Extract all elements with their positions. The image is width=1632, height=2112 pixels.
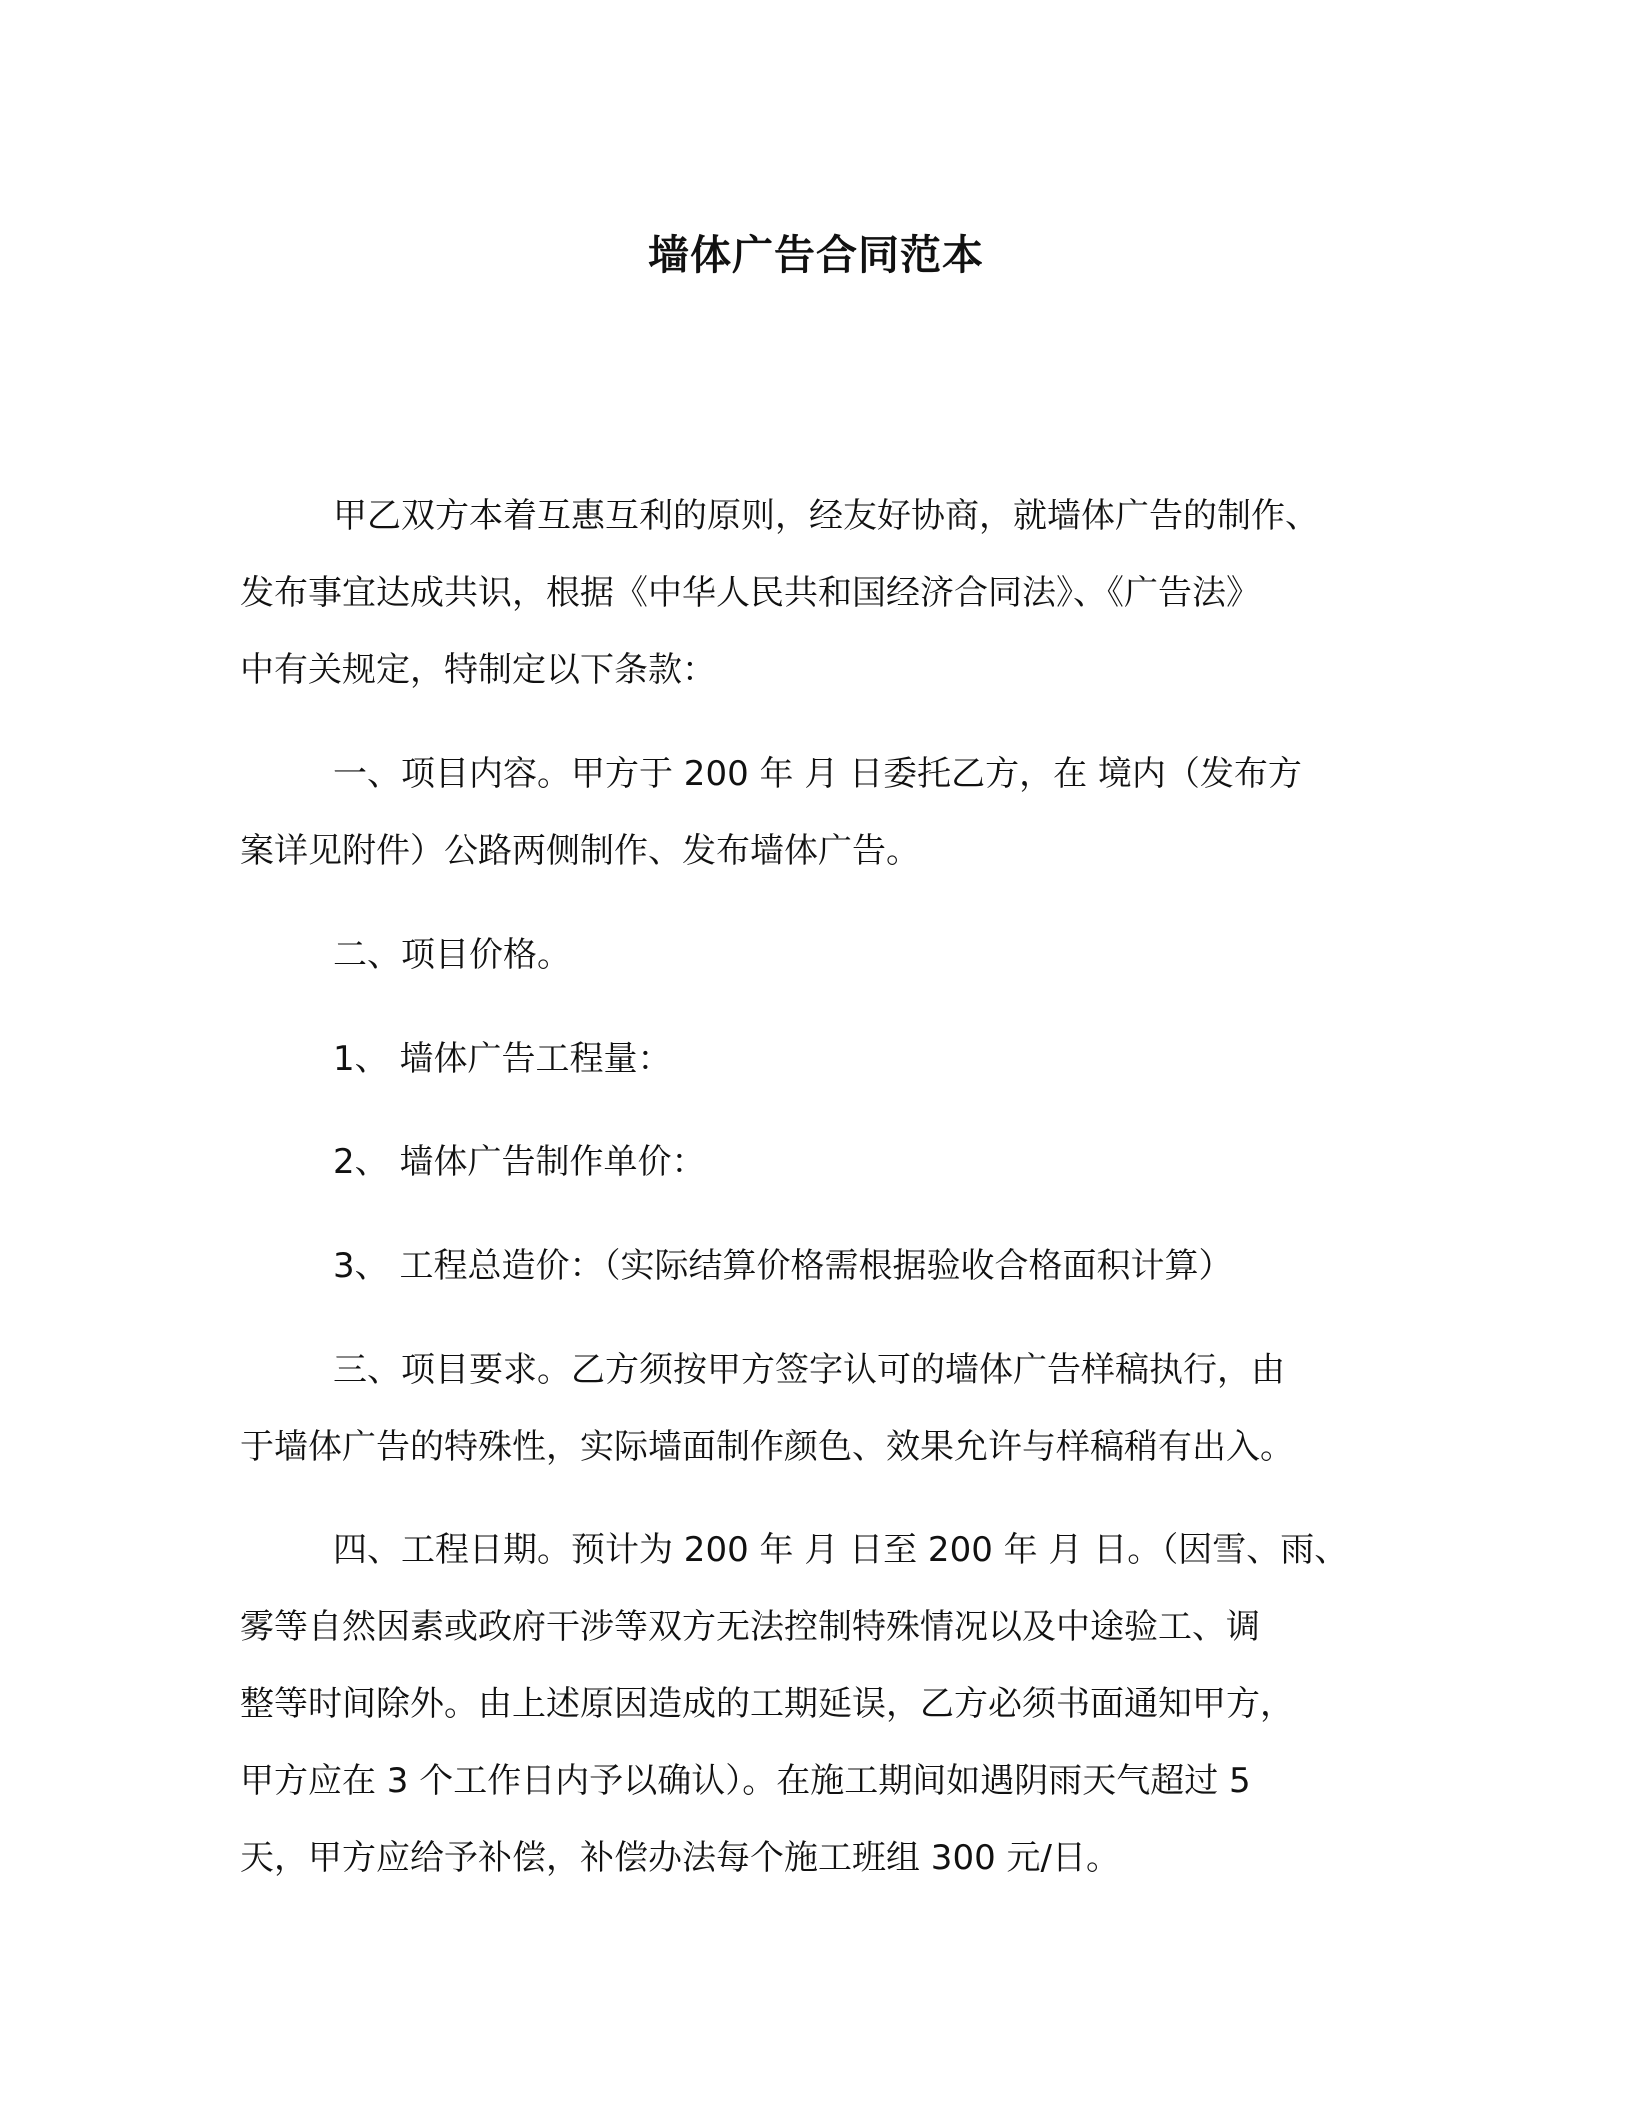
section3-line-1: 三、项目要求。乙方须按甲方签字认可的墙体广告样稿执行，由 <box>333 1350 1285 1390</box>
preamble-line-2: 发布事宜达成共识，根据《中华人民共和国经济合同法》、《广告法》 <box>240 573 1260 613</box>
section2-heading: 二、项目价格。 <box>333 935 571 975</box>
section4-line-2: 雾等自然因素或政府干涉等双方无法控制特殊情况以及中途验工、调 <box>240 1607 1260 1647</box>
section4-line-3: 整等时间除外。由上述原因造成的工期延误，乙方必须书面通知甲方， <box>240 1684 1294 1724</box>
section2-item-3: 3、 工程总造价：（实际结算价格需根据验收合格面积计算） <box>333 1246 1233 1286</box>
section4-line-4: 甲方应在 3 个工作日内予以确认）。在施工期间如遇阴雨天气超过 5 <box>240 1761 1251 1801</box>
document-title: 墙体广告合同范本 <box>648 231 984 279</box>
section1-line-2: 案详见附件）公路两侧制作、发布墙体广告。 <box>240 831 920 871</box>
section1-line-1: 一、项目内容。甲方于 200 年 月 日委托乙方，在 境内（发布方 <box>333 754 1302 794</box>
section4-line-1: 四、工程日期。预计为 200 年 月 日至 200 年 月 日。（因雪、雨、 <box>333 1530 1349 1570</box>
section2-item-1: 1、 墙体广告工程量： <box>333 1039 672 1079</box>
preamble-line-1: 甲乙双方本着互惠互利的原则，经友好协商，就墙体广告的制作、 <box>333 496 1319 536</box>
preamble-line-3: 中有关规定，特制定以下条款： <box>240 650 716 690</box>
section3-line-2: 于墙体广告的特殊性，实际墙面制作颜色、效果允许与样稿稍有出入。 <box>240 1427 1294 1467</box>
section4-line-5: 天，甲方应给予补偿，补偿办法每个施工班组 300 元/日。 <box>240 1838 1120 1878</box>
section2-item-2: 2、 墙体广告制作单价： <box>333 1142 706 1182</box>
